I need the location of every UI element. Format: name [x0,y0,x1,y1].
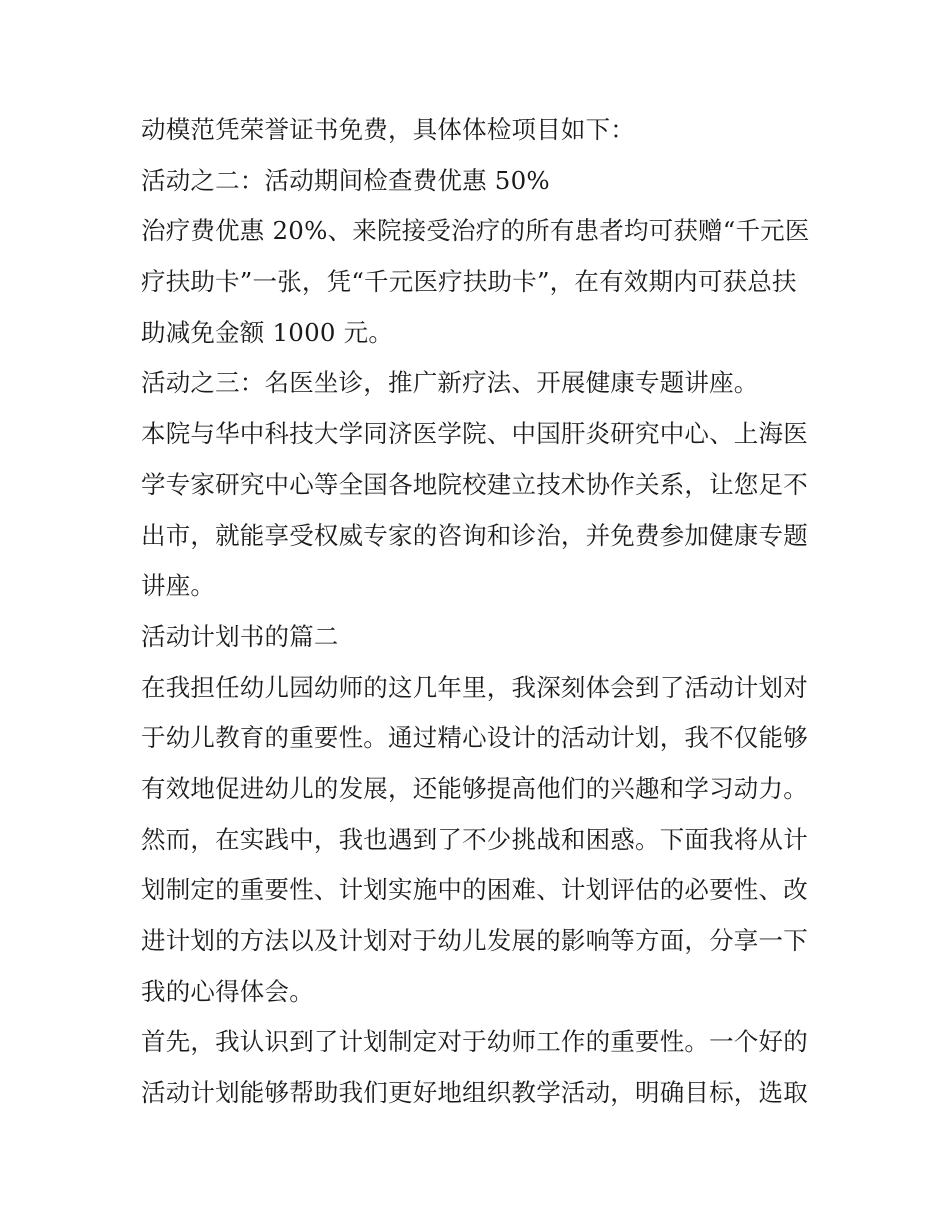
text-line: 于幼儿教育的重要性。通过精心设计的活动计划，我不仅能够 [141,723,808,753]
text-line: 进计划的方法以及计划对于幼儿发展的影响等方面，分享一下 [141,926,808,955]
text-line: 疗扶助卡”一张，凭“千元医疗扶助卡”，在有效期内可获总扶 [141,267,797,297]
text-line: 活动之二：活动期间检查费优惠 50% [141,165,550,195]
text-line: 治疗费优惠 20%、来院接受治疗的所有患者均可获赠“千元医 [141,216,810,246]
text-line: 然而，在实践中，我也遇到了不少挑战和困惑。下面我将从计 [141,824,808,854]
text-line: 有效地促进幼儿的发展，还能够提高他们的兴趣和学习动力。 [141,773,808,803]
text-line: 助减免金额 1000 元。 [141,317,394,347]
text-line: 我的心得体会。 [141,976,314,1006]
document-body [141,105,821,1119]
text-line: 活动计划能够帮助我们更好地组织教学活动，明确目标，选取 [141,1078,808,1108]
section-heading: 活动计划书的篇二 [141,621,339,651]
text-line: 首先，我认识到了计划制定对于幼师工作的重要性。一个好的 [141,1027,808,1057]
text-line: 出市，就能享受权威专家的咨询和诊治，并免费参加健康专题 [141,520,808,550]
text-line: 讲座。 [141,571,216,601]
text-line: 划制定的重要性、计划实施中的困难、计划评估的必要性、改 [141,875,808,905]
text-line: 本院与华中科技大学同济医学院、中国肝炎研究中心、上海医 [141,419,808,449]
text-line: 动模范凭荣誉证书免费，具体体检项目如下： [141,115,635,144]
text-line: 在我担任幼儿园幼师的这几年里，我深刻体会到了活动计划对 [141,672,808,702]
text-line: 活动之三：名医坐诊，推广新疗法、开展健康专题讲座。 [141,368,759,398]
text-line: 学专家研究中心等全国各地院校建立技术协作关系，让您足不 [141,469,808,499]
